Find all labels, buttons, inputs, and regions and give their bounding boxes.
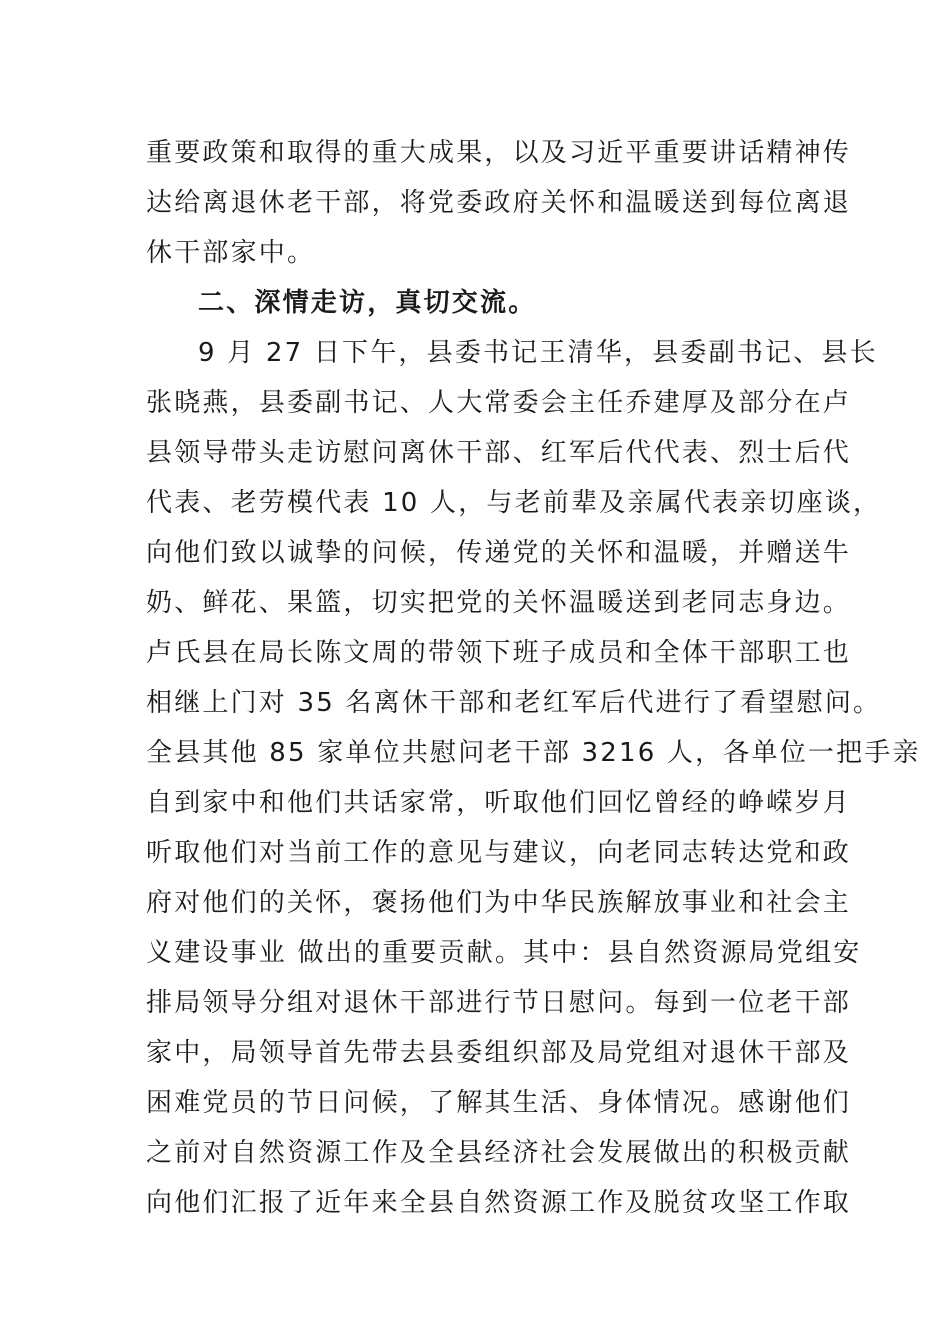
paragraph-line: 9 月 27 日下午，县委书记王清华，县委副书记、县长 [198,338,878,368]
paragraph-line: 重要政策和取得的重大成果，以及习近平重要讲话精神传 [146,138,852,168]
paragraph-line: 向他们致以诚挚的问候，传递党的关怀和温暖，并赠送牛 [146,538,852,568]
paragraph-line: 相继上门对 35 名离休干部和老红军后代进行了看望慰问。 [146,688,882,718]
paragraph-line: 府对他们的关怀，褒扬他们为中华民族解放事业和社会主 [146,888,852,918]
paragraph-line: 奶、鲜花、果篮，切实把党的关怀温暖送到老同志身边。 [146,588,852,618]
paragraph-line: 家中，局领导首先带去县委组织部及局党组对退休干部及 [146,1038,852,1068]
paragraph-line: 自到家中和他们共话家常，听取他们回忆曾经的峥嵘岁月 [146,788,852,818]
paragraph-line: 达给离退休老干部，将党委政府关怀和温暖送到每位离退 [146,188,852,218]
paragraph-line: 代表、老劳模代表 10 人，与老前辈及亲属代表亲切座谈， [146,488,882,518]
paragraph-line: 听取他们对当前工作的意见与建议，向老同志转达党和政 [146,838,852,868]
paragraph-line: 休干部家中。 [146,238,316,268]
paragraph-line: 义建设事业 做出的重要贡献。其中：县自然资源局党组安 [146,938,862,968]
paragraph-line: 之前对自然资源工作及全县经济社会发展做出的积极贡献 [146,1138,852,1168]
paragraph-line: 困难党员的节日问候，了解其生活、身体情况。感谢他们 [146,1088,852,1118]
paragraph-line: 向他们汇报了近年来全县自然资源工作及脱贫攻坚工作取 [146,1188,852,1218]
paragraph-line: 排局领导分组对退休干部进行节日慰问。每到一位老干部 [146,988,852,1018]
paragraph-line: 全县其他 85 家单位共慰问老干部 3216 人，各单位一把手亲 [146,738,921,768]
paragraph-line: 卢氏县在局长陈文周的带领下班子成员和全体干部职工也 [146,638,852,668]
paragraph-line: 张晓燕，县委副书记、人大常委会主任乔建厚及部分在卢 [146,388,852,418]
paragraph-line: 县领导带头走访慰问离休干部、红军后代代表、烈士后代 [146,438,852,468]
section-heading: 二、深情走访，真切交流。 [198,288,537,318]
